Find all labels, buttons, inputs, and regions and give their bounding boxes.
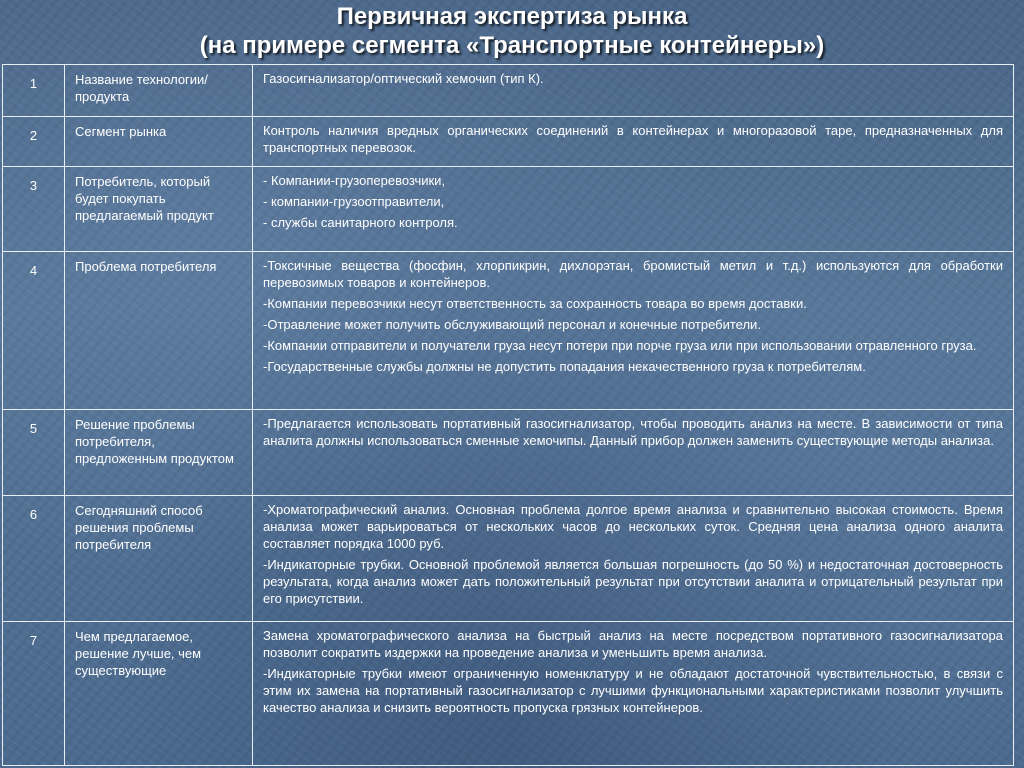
table-row: [3, 167, 1014, 252]
table-row: [3, 496, 1014, 622]
row-number: 4: [3, 252, 65, 410]
row-number: 7: [3, 622, 65, 766]
content-paragraph: -Токсичные вещества (фосфин, хлорпикрин, дихлорэтан, бромистый метил и т.д.) используются для обработки перевозимых товаров и контейнеров.: [263, 258, 1003, 290]
row-number: 2: [3, 117, 65, 167]
content-paragraph: -Хроматографический анализ. Основная проблема долгое время анализа и сравнительно высокая стоимость. Время анализа может варьироваться от нескольких часов до нескольких суток. Средняя цена анализа одного аналита составляет порядка 1000 руб.: [263, 502, 1003, 551]
slide-title: [0, 2, 1024, 60]
table-row: [3, 252, 1014, 410]
content-paragraph: -Индикаторные трубки. Основной проблемой является большая погрешность (до 50 %) и недостаточная достоверность результата, когда анализ может дать положительный результат при отсутствии аналита и отрицательный результат при его присутствии.: [263, 557, 1003, 606]
row-label: Название технологии/продукта: [65, 65, 253, 117]
row-label: Потребитель, который будет покупать предлагаемый продукт: [65, 167, 253, 252]
row-content: [253, 117, 1014, 167]
row-number: 6: [3, 496, 65, 622]
content-paragraph: -Индикаторные трубки имеют ограниченную номенклатуру и не обладают достаточной чувствительностью, в связи с этим их замена на портативный газосигнализатор с лучшими функциональными характеристиками позволит улучшить качество анализа и снизить вероятность пропуска грязных контейнеров.: [263, 666, 1003, 715]
row-number: 5: [3, 410, 65, 496]
title-line-1: Первичная экспертиза рынка: [336, 3, 688, 30]
row-content: [253, 252, 1014, 410]
content-paragraph: - компании-грузоотправители,: [263, 194, 445, 209]
table-row: [3, 622, 1014, 766]
row-number: 1: [3, 65, 65, 117]
row-label: Решение проблемы потребителя, предложенным продуктом: [65, 410, 253, 496]
row-content: [253, 167, 1014, 252]
row-content: [253, 410, 1014, 496]
market-analysis-table: [2, 64, 1014, 766]
table-row: [3, 410, 1014, 496]
content-paragraph: Газосигнализатор/оптический хемочип (тип К).: [263, 71, 544, 86]
row-number: 3: [3, 167, 65, 252]
row-label: Проблема потребителя: [65, 252, 253, 410]
content-paragraph: Контроль наличия вредных органических соединений в контейнерах и многоразовой таре, предназначенных для транспортных перевозок.: [263, 123, 1003, 155]
row-label: Чем предлагаемое, решение лучше, чем существующие: [65, 622, 253, 766]
content-paragraph: -Компании отправители и получатели груза несут потери при порче груза или при использовании отравленного груза.: [263, 338, 977, 353]
row-label: Сегодняшний способ решения проблемы потребителя: [65, 496, 253, 622]
row-content: [253, 496, 1014, 622]
content-paragraph: -Предлагается использовать портативный газосигнализатор, чтобы проводить анализ на месте. В зависимости от типа аналита должны использоваться сменные хемочипы. Данный прибор должен заменить существующие методы анализа.: [263, 416, 1003, 448]
content-paragraph: -Отравление может получить обслуживающий персонал и конечные потребители.: [263, 317, 761, 332]
table-row: [3, 65, 1014, 117]
title-line-2: (на примере сегмента «Транспортные контейнеры»): [199, 32, 825, 59]
content-paragraph: -Компании перевозчики несут ответственность за сохранность товара во время доставки.: [263, 296, 807, 311]
content-paragraph: -Государственные службы должны не допустить попадания некачественного груза к потребителям.: [263, 359, 866, 374]
table-row: [3, 117, 1014, 167]
content-paragraph: Замена хроматографического анализа на быстрый анализ на месте посредством портативного газосигнализатора позволит сократить издержки на проведение анализа и уменьшить время анализа.: [263, 628, 1003, 660]
content-paragraph: - службы санитарного контроля.: [263, 215, 458, 230]
row-label: Сегмент рынка: [65, 117, 253, 167]
content-paragraph: - Компании-грузоперевозчики,: [263, 173, 446, 188]
row-content: [253, 622, 1014, 766]
row-content: [253, 65, 1014, 117]
